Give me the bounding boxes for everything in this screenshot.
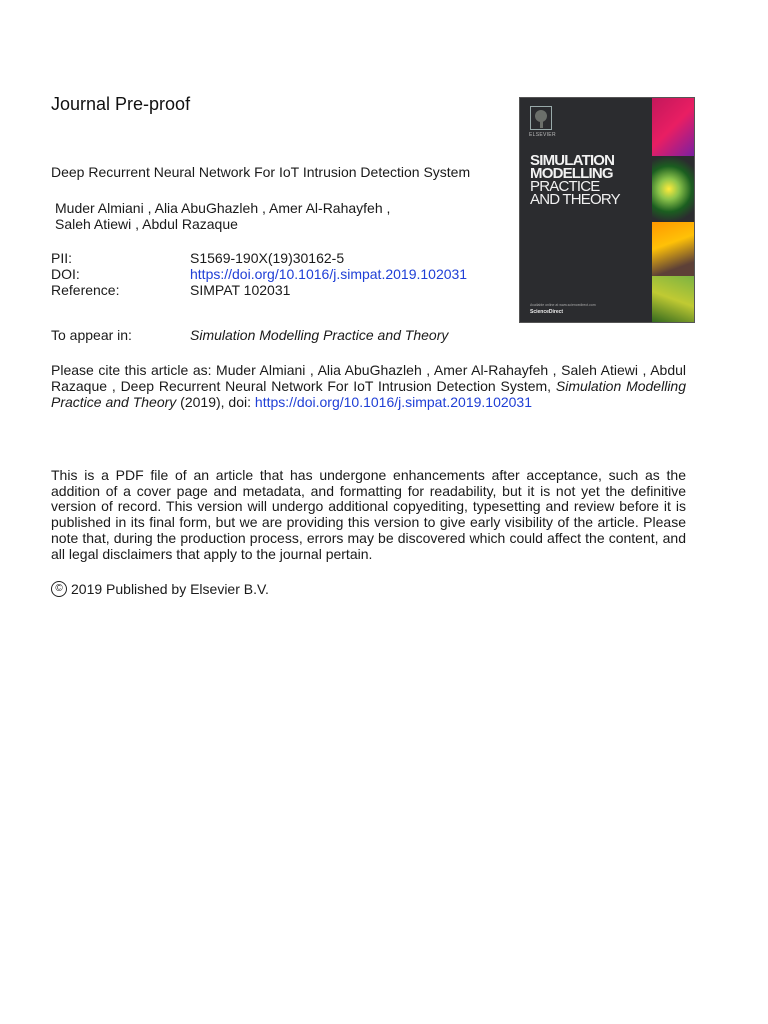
article-title: Deep Recurrent Neural Network For IoT Intrusion Detection System (51, 164, 471, 180)
to-appear-journal: Simulation Modelling Practice and Theory (190, 327, 449, 343)
doi-row (51, 266, 511, 282)
to-appear-row (51, 327, 511, 343)
pii-row (51, 250, 511, 266)
cover-title-line-2: MODELLING (530, 165, 613, 182)
journal-cover-image (519, 97, 695, 323)
copyright-line (51, 581, 269, 597)
cover-title-line-3: PRACTICE (530, 178, 600, 195)
citation-year: (2019), doi: (176, 394, 255, 410)
to-appear-label: To appear in: (51, 327, 132, 343)
cover-art-panel-1 (652, 98, 694, 156)
authors-line-1: Muder Almiani , Alia AbuGhazleh , Amer Al-Rahayfeh , (55, 200, 391, 216)
reference-value: SIMPAT 102031 (190, 282, 291, 298)
cover-sciencedirect-brand: ScienceDirect (530, 309, 564, 315)
citation-journal: Simulation Modelling Practice and Theory (51, 378, 687, 410)
cover-art-panel-3 (652, 222, 694, 276)
citation-doi-link[interactable]: https://doi.org/10.1016/j.simpat.2019.102031 (254, 394, 532, 410)
cover-title (530, 154, 650, 206)
doi-label: DOI: (51, 266, 80, 282)
citation-paragraph (51, 362, 686, 410)
cover-art-panel-4 (652, 276, 694, 322)
elsevier-tree-icon (530, 106, 552, 130)
reference-row (51, 282, 511, 298)
disclaimer-paragraph: This is a PDF file of an article that has undergone enhancements after acceptance, such as the addition of a cover page and metadata, and formatting for readability, but it is not yet the definitive version of record. This version will undergo additional copyediting, typesetting and review before it is published in its final form, but we are providing this version to give early visibility of the article. Please note that, during the production process, errors may be discovered which could affect the content, and all legal disclaimers that apply to the journal pertain. (51, 467, 686, 562)
reference-label: Reference: (51, 282, 120, 298)
cover-footer-note: Available online at www.sciencedirect.com (530, 303, 596, 307)
cover-art-panel-2 (652, 156, 694, 222)
author-list (55, 200, 475, 232)
authors-line-2: Saleh Atiewi , Abdul Razaque (55, 216, 238, 232)
pii-value: S1569-190X(19)30162-5 (190, 250, 345, 266)
citation-prefix: Please cite this article as: Muder Almiani , Alia AbuGhazleh , Amer Al-Rahayfeh , Saleh Atiewi , Abdul Razaque , Deep Recurrent Neural Network For IoT Intrusion Detection System, (51, 362, 686, 394)
doi-link[interactable]: https://doi.org/10.1016/j.simpat.2019.102031 (190, 266, 468, 282)
cover-title-line-4: AND THEORY (530, 191, 620, 208)
copyright-icon: © (51, 581, 67, 597)
cover-title-line-1: SIMULATION (530, 152, 615, 169)
pii-label: PII: (51, 250, 73, 266)
journal-pre-proof-heading: Journal Pre-proof (51, 94, 191, 114)
copyright-text: 2019 Published by Elsevier B.V. (71, 581, 269, 597)
cover-publisher: ELSEVIER (529, 132, 556, 138)
